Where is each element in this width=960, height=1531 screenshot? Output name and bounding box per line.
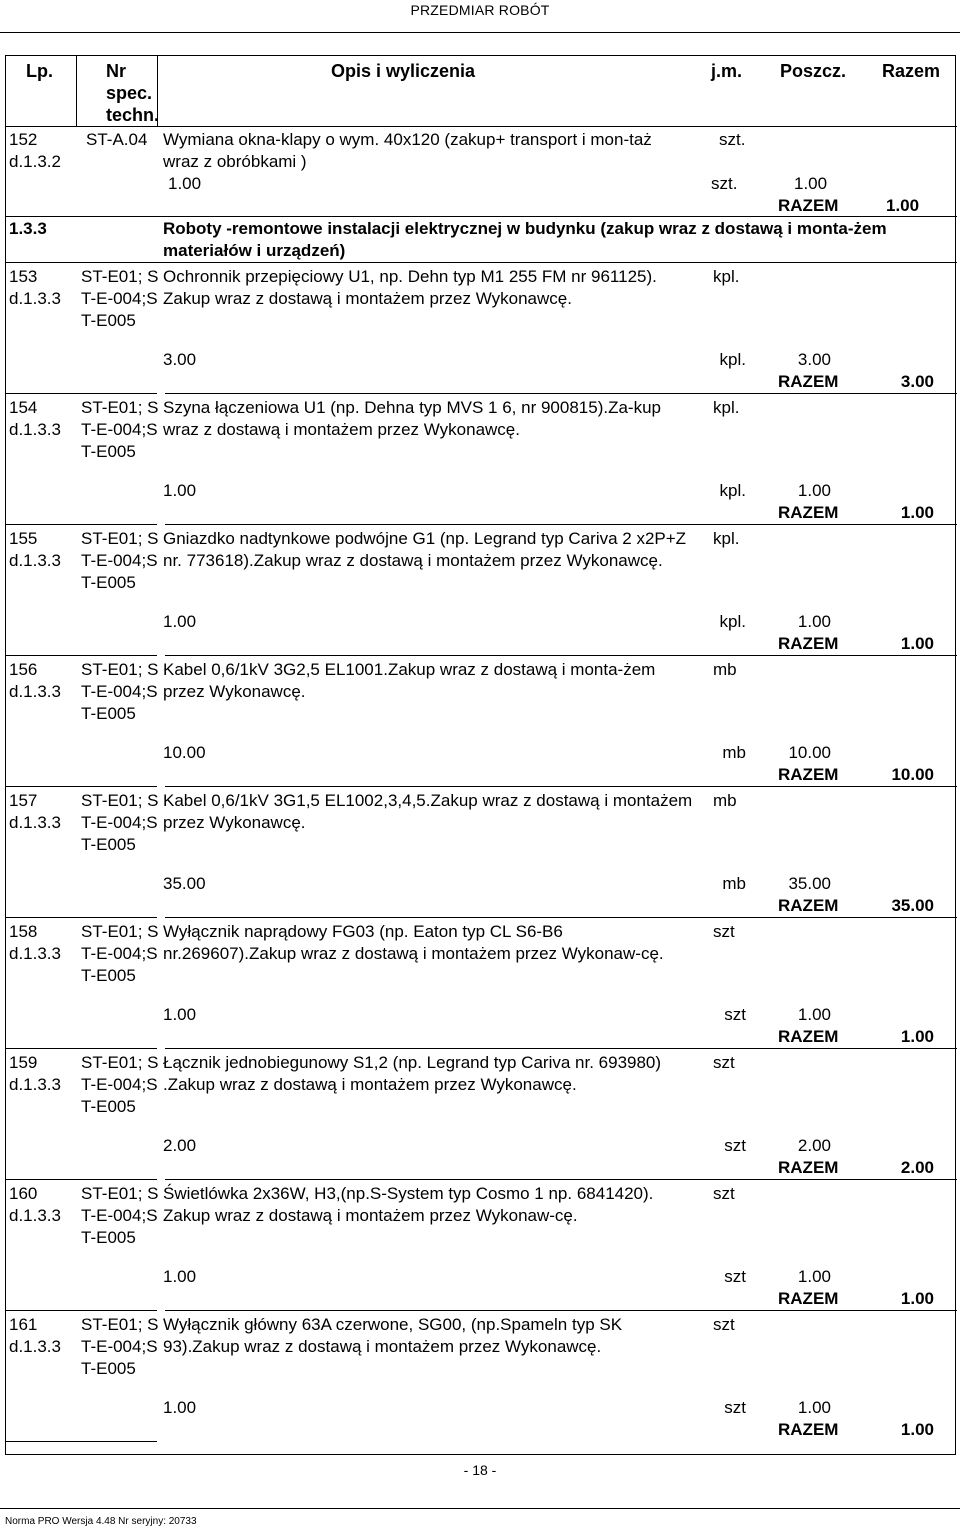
- row-lp: 157: [9, 791, 38, 810]
- row-sub: d.1.3.3: [9, 944, 61, 963]
- row-poszcz: 2.00: [797, 1136, 831, 1155]
- row-description: Wyłącznik główny 63A czerwone, SG00, (np.Spameln typ SK 93).Zakup wraz z dostawą i montażem przez Wykonawcę.: [163, 1315, 623, 1356]
- row-rule: [6, 655, 157, 656]
- row-unit: szt.: [719, 130, 746, 149]
- row-sub: d.1.3.3: [9, 813, 61, 832]
- column-header-nr: Nr spec. techn.: [106, 61, 160, 125]
- row-sub: d.1.3.3: [9, 682, 61, 701]
- row-sub: d.1.3.3: [9, 551, 61, 570]
- row-spec: ST-E01; ST-E-004;ST-E005: [81, 922, 159, 985]
- row-rule: [165, 917, 957, 918]
- row-unit: szt: [713, 1053, 735, 1072]
- row-spec: ST-E01; ST-E-004;ST-E005: [81, 1053, 159, 1116]
- row-razem-label: RAZEM: [778, 196, 839, 215]
- header-bottom-rule: [6, 126, 957, 127]
- row-calc-value: 1.00: [163, 1398, 197, 1417]
- row-description: Ochronnik przepięciowy U1, np. Dehn typ M1 255 FM nr 961125). Zakup wraz z dostawą i montażem przez Wykonawcę.: [163, 267, 657, 308]
- row-razem-value: 1.00: [900, 503, 934, 522]
- row-sub: d.1.3.3: [9, 1206, 61, 1225]
- row-description: Szyna łączeniowa U1 (np. Dehna typ MVS 1 6, nr 900815).Za-kup wraz z dostawą i montażem przez Wykonawcę.: [163, 398, 661, 439]
- row-calc-value: 1.00: [168, 174, 202, 193]
- row-spec: ST-E01; ST-E-004;ST-E005: [81, 660, 159, 723]
- footer-rule: [0, 1508, 960, 1509]
- row-poszcz: 1.00: [794, 174, 828, 193]
- row-poszcz: 1.00: [797, 1267, 831, 1286]
- row-calc-value: 2.00: [163, 1136, 197, 1155]
- row-razem-label: RAZEM: [778, 896, 839, 915]
- row-poszcz: 35.00: [788, 874, 831, 893]
- row-unit: kpl.: [713, 267, 740, 286]
- row-rule: [165, 1310, 957, 1311]
- row-unit: mb: [713, 791, 737, 810]
- row-calc-unit: kpl.: [719, 612, 746, 631]
- column-header-poszcz: Poszcz.: [780, 61, 847, 81]
- row-lp: 156: [9, 660, 38, 679]
- row-calc-unit: kpl.: [719, 481, 746, 500]
- row-razem-value: 1.00: [900, 1027, 934, 1046]
- column-header-razem: Razem: [882, 61, 941, 81]
- row-spec: ST-E01; ST-E-004;ST-E005: [81, 529, 159, 592]
- row-poszcz: 1.00: [797, 612, 831, 631]
- row-lp: 153: [9, 267, 38, 286]
- row-spec: ST-E01; ST-E-004;ST-E005: [81, 398, 159, 461]
- row-spec: ST-E01; ST-E-004;ST-E005: [81, 1184, 159, 1247]
- row-razem-value: 1.00: [900, 634, 934, 653]
- page-number: - 18 -: [463, 1462, 497, 1478]
- row-calc-value: 35.00: [163, 874, 206, 893]
- row-rule: [165, 655, 957, 656]
- column-header-lp: Lp.: [26, 61, 53, 81]
- estimate-table: [5, 55, 956, 1455]
- row-sub: d.1.3.2: [9, 152, 61, 171]
- row-spec: ST-E01; ST-E-004;ST-E005: [81, 1315, 159, 1378]
- row-razem-value: 1.00: [900, 1420, 934, 1439]
- row-sub: d.1.3.3: [9, 420, 61, 439]
- row-razem-value: 10.00: [891, 765, 934, 784]
- row-poszcz: 1.00: [797, 481, 831, 500]
- row-poszcz: 3.00: [797, 350, 831, 369]
- row-calc-unit: szt: [724, 1267, 746, 1286]
- row-calc-unit: mb: [722, 743, 746, 762]
- row-razem-value: 2.00: [900, 1158, 934, 1177]
- row-rule: [6, 1441, 157, 1442]
- section-code: 1.3.3: [9, 219, 47, 238]
- row-description: Gniazdko nadtynkowe podwójne G1 (np. Legrand typ Cariva 2 x2P+Z nr. 773618).Zakup wraz z dostawą i montażem przez Wykonawcę.: [163, 529, 687, 570]
- row-description: Kabel 0,6/1kV 3G1,5 EL1002,3,4,5.Zakup wraz z dostawą i montażem przez Wykonawcę.: [163, 791, 693, 832]
- row-unit: szt: [713, 1315, 735, 1334]
- row-unit: szt: [713, 922, 735, 941]
- row-razem-label: RAZEM: [778, 1289, 839, 1308]
- column-header-jm: j.m.: [711, 61, 743, 81]
- row-description: Kabel 0,6/1kV 3G2,5 EL1001.Zakup wraz z dostawą i monta-żem przez Wykonawcę.: [163, 660, 656, 701]
- row-razem-value: 35.00: [891, 896, 934, 915]
- page-header-title: PRZEDMIAR ROBÓT: [410, 2, 550, 18]
- row-rule: [165, 786, 957, 787]
- row-razem-label: RAZEM: [778, 634, 839, 653]
- row-calc-value: 1.00: [163, 1267, 197, 1286]
- row-rule: [6, 917, 157, 918]
- row-lp: 152: [9, 130, 38, 149]
- header-rule: [0, 32, 960, 33]
- row-rule: [165, 1179, 957, 1180]
- row-unit: kpl.: [713, 398, 740, 417]
- row-description: Wyłącznik naprądowy FG03 (np. Eaton typ CL S6-B6 nr.269607).Zakup wraz z dostawą i montażem przez Wykonaw-cę.: [163, 922, 664, 963]
- row-lp: 159: [9, 1053, 38, 1072]
- row-razem-label: RAZEM: [778, 503, 839, 522]
- column-divider: [76, 56, 77, 126]
- row-description: Świetlówka 2x36W, H3,(np.S-System typ Cosmo 1 np. 6841420). Zakup wraz z dostawą i montażem przez Wykonaw-cę.: [163, 1184, 654, 1225]
- row-unit: mb: [713, 660, 737, 679]
- row-description: Łącznik jednobiegunowy S1,2 (np. Legrand typ Cariva nr. 693980) .Zakup wraz z dostawą i montażem przez Wykonawcę.: [163, 1053, 662, 1094]
- row-razem-label: RAZEM: [778, 1027, 839, 1046]
- row-lp: 158: [9, 922, 38, 941]
- row-spec: ST-E01; ST-E-004;ST-E005: [81, 791, 159, 854]
- row-rule: [6, 216, 957, 217]
- row-rule: [6, 1048, 157, 1049]
- row-spec: ST-A.04: [86, 130, 148, 149]
- row-sub: d.1.3.3: [9, 1337, 61, 1356]
- row-rule: [6, 262, 957, 263]
- row-sub: d.1.3.3: [9, 289, 61, 308]
- row-rule: [165, 393, 957, 394]
- row-unit: szt: [713, 1184, 735, 1203]
- row-lp: 161: [9, 1315, 38, 1334]
- row-poszcz: 10.00: [788, 743, 831, 762]
- row-lp: 154: [9, 398, 38, 417]
- row-razem-value: 3.00: [900, 372, 934, 391]
- row-poszcz: 1.00: [797, 1398, 831, 1417]
- row-description: Wymiana okna-klapy o wym. 40x120 (zakup+ transport i mon-taż wraz z obróbkami ): [163, 130, 652, 171]
- row-razem-label: RAZEM: [778, 1158, 839, 1177]
- row-lp: 160: [9, 1184, 38, 1203]
- row-sub: d.1.3.3: [9, 1075, 61, 1094]
- row-calc-unit: mb: [722, 874, 746, 893]
- column-header-opis: Opis i wyliczenia: [331, 61, 476, 81]
- row-razem-label: RAZEM: [778, 372, 839, 391]
- row-calc-unit: kpl.: [719, 350, 746, 369]
- row-razem-label: RAZEM: [778, 765, 839, 784]
- row-rule: [6, 1179, 157, 1180]
- row-rule: [6, 524, 157, 525]
- row-calc-value: 3.00: [163, 350, 197, 369]
- row-calc-unit: szt.: [711, 174, 738, 193]
- row-calc-value: 1.00: [163, 481, 197, 500]
- row-lp: 155: [9, 529, 38, 548]
- row-calc-unit: szt: [724, 1005, 746, 1024]
- row-rule: [6, 1310, 157, 1311]
- row-spec: ST-E01; ST-E-004;ST-E005: [81, 267, 159, 330]
- row-calc-unit: szt: [724, 1398, 746, 1417]
- row-calc-value: 1.00: [163, 612, 197, 631]
- software-version-note: Norma PRO Wersja 4.48 Nr seryjny: 20733: [5, 1516, 197, 1527]
- row-razem-value: 1.00: [900, 1289, 934, 1308]
- row-rule: [6, 393, 157, 394]
- row-rule: [165, 524, 957, 525]
- row-unit: kpl.: [713, 529, 740, 548]
- section-title: Roboty -remontowe instalacji elektrycznej w budynku (zakup wraz z dostawą i monta-żem materiałów i urządzeń): [163, 219, 887, 260]
- row-calc-value: 1.00: [163, 1005, 197, 1024]
- row-rule: [165, 1048, 957, 1049]
- row-calc-value: 10.00: [163, 743, 206, 762]
- row-razem-value: 1.00: [886, 196, 920, 215]
- row-rule: [6, 786, 157, 787]
- row-poszcz: 1.00: [797, 1005, 831, 1024]
- row-razem-label: RAZEM: [778, 1420, 839, 1439]
- row-calc-unit: szt: [724, 1136, 746, 1155]
